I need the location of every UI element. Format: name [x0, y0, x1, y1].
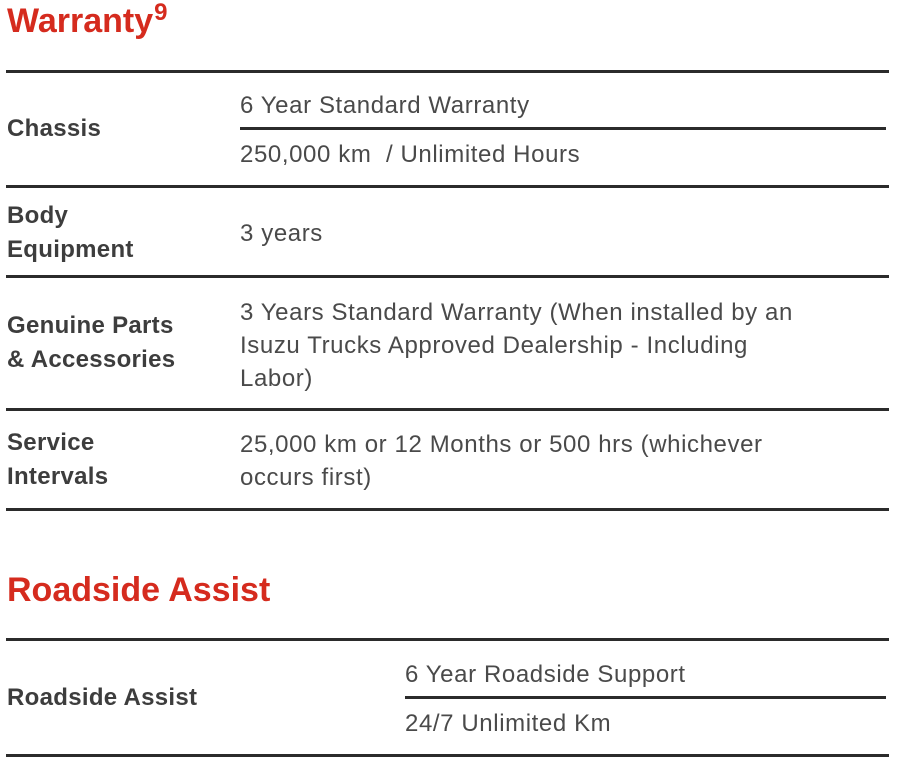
- warranty-footnote-marker: 9: [154, 0, 168, 26]
- roadside-assist-heading: Roadside Assist: [7, 571, 271, 609]
- warranty-top-rule: [6, 70, 889, 73]
- roadside-support-value: 6 Year Roadside Support: [405, 661, 686, 688]
- service-intervals-value-line-2: occurs first): [240, 464, 372, 491]
- genuine-parts-label-line-2: & Accessories: [7, 346, 176, 373]
- roadside-bottom-rule: [6, 754, 889, 757]
- roadside-assist-label: Roadside Assist: [7, 684, 198, 711]
- chassis-inner-rule: [240, 127, 886, 130]
- body-equipment-value: 3 years: [240, 220, 323, 247]
- chassis-warranty-value: 6 Year Standard Warranty: [240, 92, 530, 119]
- genuine-parts-value-line-2: Isuzu Trucks Approved Dealership - Including: [240, 332, 748, 359]
- genuine-parts-value: [240, 296, 793, 395]
- service-intervals-value-line-1: 25,000 km or 12 Months or 500 hrs (whichever: [240, 431, 763, 458]
- body-equipment-label-line-1: Body: [7, 202, 69, 229]
- warranty-bottom-rule: [6, 508, 889, 511]
- genuine-parts-label-line-1: Genuine Parts: [7, 312, 174, 339]
- body-equipment-label-line-2: Equipment: [7, 236, 134, 263]
- genuine-parts-label: [7, 309, 175, 377]
- warranty-heading: [7, 2, 167, 44]
- warranty-title: Warranty: [7, 2, 154, 40]
- genuine-parts-bottom-rule: [6, 408, 889, 411]
- service-intervals-label-line-2: Intervals: [7, 463, 109, 490]
- chassis-label: Chassis: [7, 115, 102, 142]
- service-intervals-value: [240, 428, 763, 494]
- roadside-km-value: 24/7 Unlimited Km: [405, 710, 612, 737]
- chassis-bottom-rule: [6, 185, 889, 188]
- chassis-limit-value: 250,000 km / Unlimited Hours: [240, 141, 581, 168]
- body-equipment-label: [7, 199, 134, 267]
- genuine-parts-value-line-3: Labor): [240, 365, 313, 392]
- roadside-inner-rule: [405, 696, 886, 699]
- service-intervals-label-line-1: Service: [7, 429, 95, 456]
- genuine-parts-value-line-1: 3 Years Standard Warranty (When installed by an: [240, 299, 793, 326]
- body-equipment-bottom-rule: [6, 275, 889, 278]
- service-intervals-label: [7, 426, 108, 494]
- roadside-top-rule: [6, 638, 889, 641]
